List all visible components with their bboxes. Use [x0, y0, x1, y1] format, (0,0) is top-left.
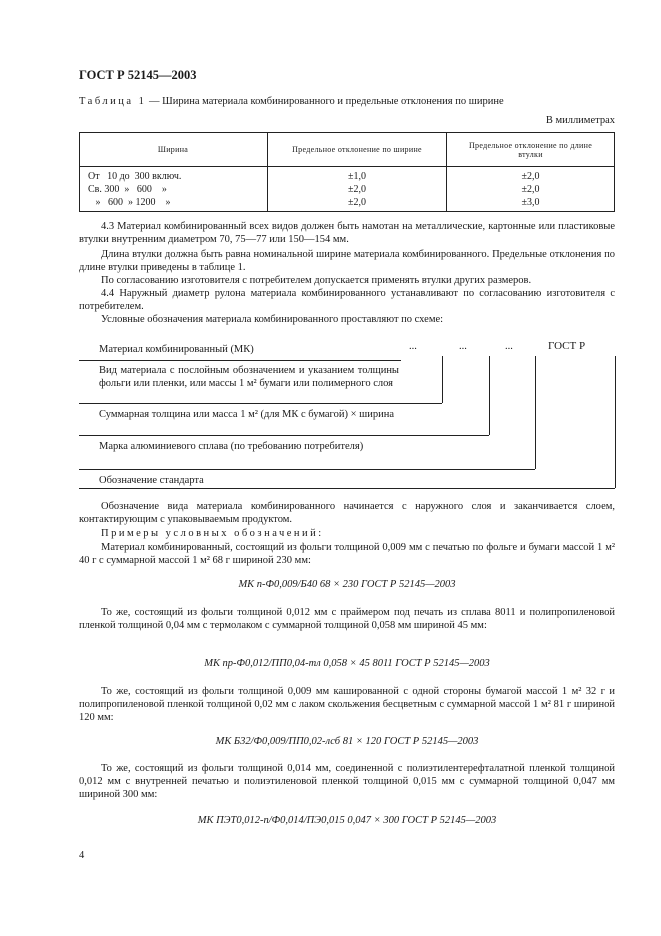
- page-number: 4: [79, 850, 85, 861]
- scheme-gost: ГОСТ Р: [548, 340, 586, 352]
- column-header-width: Ширина: [80, 133, 268, 167]
- scheme-row-material: Материал комбинированный (МК): [99, 344, 254, 355]
- example-3-formula: МК Б32/Ф0,009/ПП0,02-лсб 81 × 120 ГОСТ Р 52145—2003: [215, 736, 479, 747]
- example-2-formula: МК пр-Ф0,012/ПП0,04-тл 0,058 × 45 8011 ГОСТ Р 52145—2003: [204, 658, 490, 669]
- cell-length-deviation: ±2,0: [521, 171, 540, 182]
- designation-scheme: [79, 334, 615, 490]
- cell-width: От 10 до 300 включ.: [88, 171, 182, 182]
- paragraph-symbol-scheme: Условные обозначения материала комбинированного проставляют по схеме:: [101, 314, 444, 325]
- scheme-row-standard: Обозначение стандарта: [99, 475, 204, 486]
- scheme-line: [79, 435, 489, 436]
- scheme-line: [79, 360, 401, 361]
- example-1-text: Материал комбинированный, состоящий из фольги толщиной 0,009 мм с печатью по фольге и бумаги массой 1 м² 40 г с суммарной массой 1 м² 68 г шириной 230 мм:: [79, 542, 615, 566]
- examples-title: Примеры условных обозначений:: [101, 528, 324, 539]
- paragraph-4-4: 4.4 Наружный диаметр рулона материала комбинированного устанавливают по согласованию изготовителя с потребителем.: [79, 288, 615, 312]
- example-4-formula: МК ПЭТ0,012-п/Ф0,014/ПЭ0,015 0,047 × 300 ГОСТ Р 52145—2003: [197, 815, 497, 826]
- table-units: В миллиметрах: [545, 115, 615, 126]
- document-header: ГОСТ Р 52145—2003: [79, 68, 197, 82]
- paragraph-4-3: 4.3 Материал комбинированный всех видов должен быть намотан на металлические, картонные или пластиковые втулки внутренним диаметром 70, 75—77 или 150—154 мм.: [79, 221, 615, 245]
- scheme-line: [79, 469, 535, 470]
- scheme-line: [489, 356, 490, 435]
- cell-width-deviation: ±1,0: [348, 171, 366, 182]
- paragraph-designation-order: Обозначение вида материала комбинированного начинается с наружного слоя и заканчивается слоем, контактирующим с упаковываемым продуктом.: [79, 501, 615, 525]
- example-3-text: То же, состоящий из фольги толщиной 0,009 мм кашированной с одной стороны бумагой массой 1 м² 32 г и полипропиленовой пленкой толщиной 0,02 мм с лаком скольжения бесцветным с суммарной массой 1 м² 81 г шириной 120 мм:: [79, 686, 615, 723]
- scheme-dots-2: ...: [459, 341, 467, 352]
- column-header-length-deviation: Предельное отклонение по длине втулки: [447, 133, 615, 167]
- table-caption-label: Таблица 1: [79, 96, 147, 107]
- cell-width-deviation: ±2,0: [348, 197, 366, 208]
- paragraph-sleeve-length: Длина втулки должна быть равна номинальной ширине материала комбинированного. Предельные отклонения по длине втулки приведены в таблице 1.: [79, 249, 615, 273]
- scheme-line: [615, 356, 616, 488]
- table-caption: [79, 96, 504, 107]
- scheme-dots-1: ...: [409, 341, 417, 352]
- scheme-line: [535, 356, 536, 469]
- scheme-line: [79, 488, 615, 489]
- cell-length-deviation: ±3,0: [521, 197, 540, 208]
- table-row: [80, 167, 615, 212]
- example-4-text: То же, состоящий из фольги толщиной 0,014 мм, соединенной с полиэтилентерефталатной пленкой толщиной 0,012 мм с внутренней печатью и полиэтиленовой пленкой толщиной 0,015 мм с суммарной толщиной 0,047 мм шириной 300 мм:: [79, 763, 615, 800]
- paragraph-sleeve-agreement: По согласованию изготовителя с потребителем допускается применять втулки других размеров.: [101, 275, 532, 286]
- cell-width-deviation: ±2,0: [348, 184, 366, 195]
- cell-width: » 600 » 1200 »: [88, 197, 171, 208]
- example-1-formula: МК п-Ф0,009/Б40 68 × 230 ГОСТ Р 52145—2003: [238, 579, 456, 590]
- table-caption-text: — Ширина материала комбинированного и предельные отклонения по ширине: [146, 96, 504, 107]
- scheme-dots-3: ...: [505, 341, 513, 352]
- scheme-line: [442, 356, 443, 403]
- scheme-row-total-thickness: Суммарная толщина или масса 1 м² (для МК с бумагой) × ширина: [99, 409, 394, 420]
- scheme-row-alloy-grade: Марка алюминиевого сплава (по требованию потребителя): [99, 441, 364, 452]
- width-deviation-table: [79, 132, 615, 212]
- cell-length-deviation: ±2,0: [521, 184, 540, 195]
- cell-width: Св. 300 » 600 »: [88, 184, 167, 195]
- scheme-line: [79, 403, 442, 404]
- scheme-row-material-type: Вид материала с послойным обозначением и указанием толщины фольги или пленки, или массы 1 м² бумаги или полимерного слоя: [99, 365, 399, 389]
- example-2-text: То же, состоящий из фольги толщиной 0,012 мм с праймером под печать из сплава 8011 и полипропиленовой пленкой толщиной 0,04 мм с термолаком с суммарной толщиной 0,058 мм шириной 45 мм:: [79, 607, 615, 631]
- column-header-width-deviation: Предельное отклонение по ширине: [268, 133, 447, 167]
